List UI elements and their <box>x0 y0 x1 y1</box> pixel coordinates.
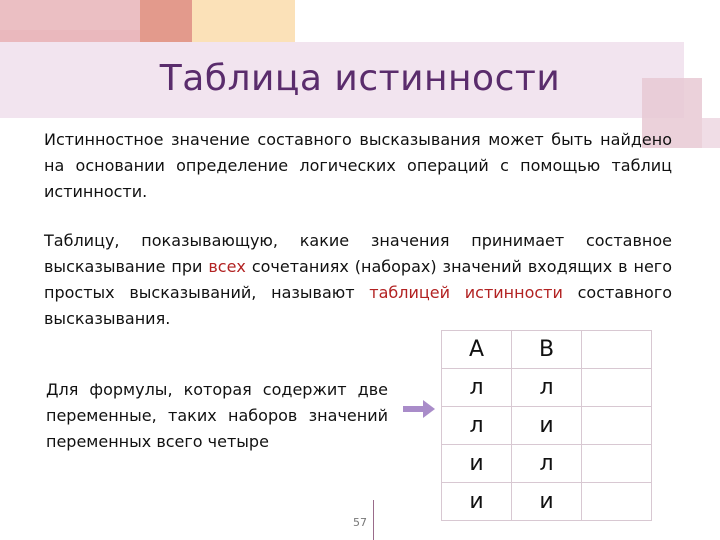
highlight-all: всех <box>208 257 246 276</box>
page-number: 57 <box>353 516 367 529</box>
decor-block <box>140 0 192 42</box>
table-cell: л <box>512 445 582 483</box>
table-header-row <box>442 331 652 369</box>
divider <box>373 500 374 540</box>
paragraph-2 <box>44 228 672 332</box>
arrow-right-icon <box>403 400 435 418</box>
paragraph-2-text: составного высказывания. <box>44 283 673 328</box>
table-empty-cell <box>582 483 652 521</box>
table-empty-cell <box>582 369 652 407</box>
table-cell: и <box>512 407 582 445</box>
table-header-cell: В <box>512 331 582 369</box>
highlight-truth-table: таблицей истинности <box>369 283 563 302</box>
decor-block <box>0 0 140 42</box>
table-cell: и <box>512 483 582 521</box>
decor-block <box>702 118 720 148</box>
table-empty-cell <box>582 445 652 483</box>
paragraph-3: Для формулы, которая содержит две переменные, таких наборов значений переменных всего четыре <box>46 380 388 451</box>
paragraph-2-text: Таблицу, показывающую, какие значения принимает составное высказывание при <box>44 231 672 276</box>
table-cell: л <box>512 369 582 407</box>
table-header-cell: А <box>442 331 512 369</box>
paragraph-1: Истинностное значение составного высказывания может быть найдено на основании определение логических операций с помощью таблиц истинности. <box>44 130 672 201</box>
table-empty-cell <box>582 331 652 369</box>
truth-table <box>441 330 652 521</box>
table-cell: л <box>442 407 512 445</box>
table-cell: и <box>442 445 512 483</box>
table-row <box>442 483 652 521</box>
table-cell: л <box>442 369 512 407</box>
table-row <box>442 407 652 445</box>
table-cell: и <box>442 483 512 521</box>
table-empty-cell <box>582 407 652 445</box>
paragraph-2-text: сочетаниях (наборах) значений входящих в него простых высказываний, называют <box>44 257 672 302</box>
decor-block <box>192 0 295 42</box>
slide-title: Таблица истинности <box>159 58 561 99</box>
table-row <box>442 445 652 483</box>
table-row <box>442 369 652 407</box>
